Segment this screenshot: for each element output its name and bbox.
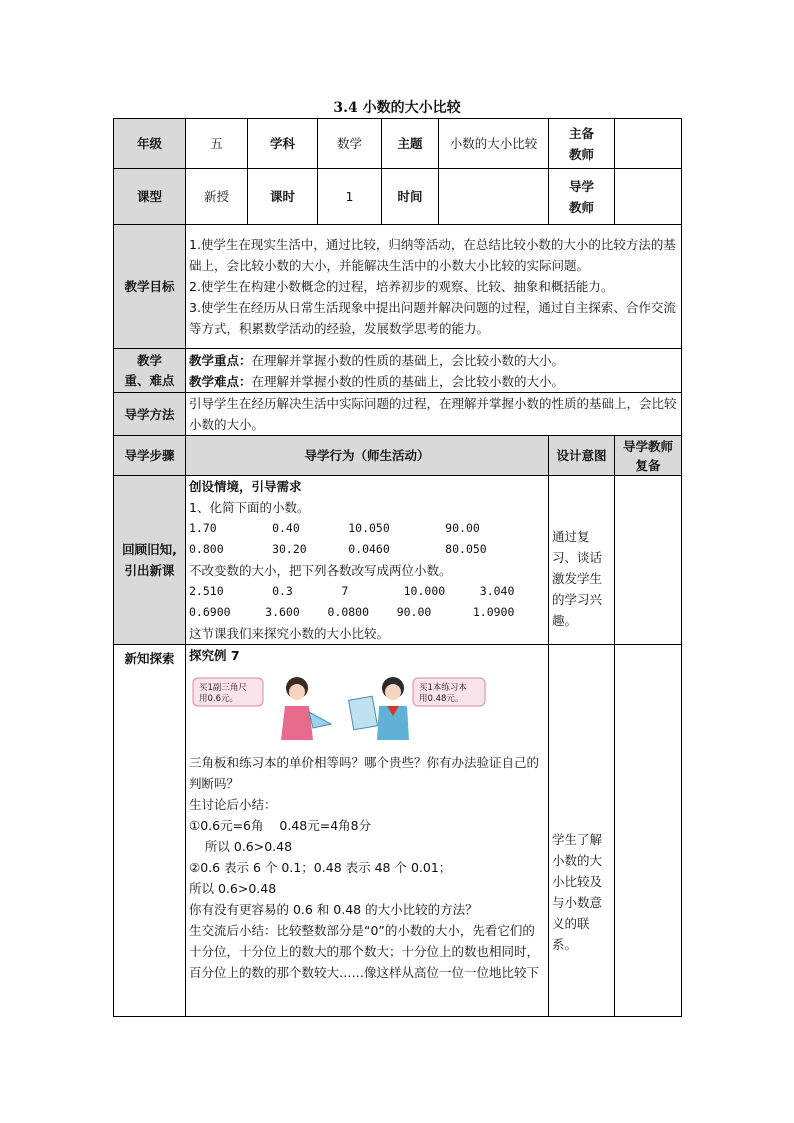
time-value (439, 169, 549, 225)
subject-label: 学科 (248, 119, 318, 169)
explore-intent: 学生了解小数的大小比较及与小数意义的联系。 (549, 645, 615, 1017)
explore-paragraph: 所以 0.6>0.48 (189, 839, 293, 854)
review-header: 导学教师 复备 (615, 436, 682, 476)
numbers-line-4: 0.6900 3.600 0.0800 90.00 1.0900 (189, 605, 515, 619)
review-heading: 创设情境，引导需求 (189, 479, 302, 494)
bubble-right-text: 买1本练习本用0.48元。 (419, 683, 467, 704)
explore-paragraph: ②0.6 表示 6 个 0.1；0.48 表示 48 个 0.01； (189, 860, 452, 875)
explore-paragraph: 所以 0.6>0.48 (189, 881, 277, 896)
girl-body-icon (281, 706, 313, 740)
review-intent: 通过复习、谈话激发学生的学习兴趣。 (549, 476, 615, 645)
explore-paragraph: 生交流后小结：比较整数部分是“0”的小数的大小，先看它们的十分位，十分位上的数大的那个数大；十分位上的数也相同时，百分位上的数的那个数较大……像这样从高位一位一位地比较下 (189, 923, 540, 980)
topic-value: 小数的大小比较 (439, 119, 549, 169)
explore-activity (186, 645, 549, 1017)
review-activity (186, 476, 549, 645)
grade-label: 年级 (114, 119, 186, 169)
explore-step-label: 新知探索 (114, 645, 186, 1017)
focus-text: 在理解并掌握小数的性质的基础上，会比较小数的大小。 (251, 352, 565, 368)
bubble-left-text: 买1副三角尺用0.6元。 (199, 683, 247, 704)
explore-paragraph: ①0.6元=6角 0.48元=4角8分 (189, 818, 372, 833)
subject-value: 数学 (318, 119, 382, 169)
review-question-1: 1、化简下面的小数。 (189, 500, 310, 515)
review-closing: 这节课我们来探究小数的大小比较。 (189, 626, 390, 641)
review-notes (615, 476, 682, 645)
grade-value: 五 (186, 119, 248, 169)
main-teacher-value (615, 119, 682, 169)
intent-header: 设计意图 (549, 436, 615, 476)
guide-teacher-value (615, 169, 682, 225)
goal-item: 1.使学生在现实生活中，通过比较，归纳等活动，在总结比较小数的大小的比较方法的基础上，会比较小数的大小，并能解决生活中的小数大小比较的实际问题。 (189, 237, 676, 273)
explore-paragraph: 你有没有更容易的 0.6 和 0.48 的大小比较的方法？ (189, 902, 478, 917)
goal-item: 2.使学生在构建小数概念的过程，培养初步的观察、比较、抽象和概括能力。 (189, 279, 614, 294)
goals-label: 教学目标 (114, 225, 186, 349)
topic-label: 主题 (382, 119, 439, 169)
method-text: 引导学生在经历解决生活中实际问题的过程，在理解并掌握小数的性质的基础上，会比较小数的大小。 (186, 393, 682, 436)
numbers-line-3: 2.510 0.3 7 10.000 3.040 (189, 584, 515, 598)
difficulty-label: 教学难点： (189, 373, 252, 389)
period-label: 课时 (248, 169, 318, 225)
method-label: 导学方法 (114, 393, 186, 436)
goals-content (186, 225, 682, 349)
steps-header: 导学步骤 (114, 436, 186, 476)
explore-paragraph: 生讨论后小结： (189, 797, 277, 812)
difficulty-text: 在理解并掌握小数的性质的基础上，会比较小数的大小。 (251, 373, 565, 389)
review-question-2: 不改变数的大小，把下列各数改写成两位小数。 (189, 563, 452, 578)
type-value: 新授 (186, 169, 248, 225)
explore-paragraph: 三角板和练习本的单价相等吗？哪个贵些？你有办法验证自己的判断吗？ (189, 755, 540, 791)
guide-teacher-label: 导学 教师 (549, 169, 615, 225)
numbers-line-2: 0.800 30.20 0.0460 80.050 (189, 542, 487, 556)
review-step-label: 回顾旧知, 引出新课 (114, 476, 186, 645)
explore-heading: 探究例 7 (189, 648, 240, 663)
exercise-book-icon (349, 696, 378, 730)
keypoints-content (186, 349, 682, 393)
triangle-ruler-icon (309, 712, 331, 728)
period-value: 1 (318, 169, 382, 225)
goal-item: 3.使学生在经历从日常生活现象中提出问题并解决问题的过程，通过自主探索、合作交流等方式，积累数学活动的经验，发展数学思考的能力。 (189, 300, 676, 336)
keypoints-label: 教学 重、难点 (114, 349, 186, 393)
explore-notes (615, 645, 682, 1017)
main-teacher-label: 主备 教师 (549, 119, 615, 169)
focus-label: 教学重点： (189, 352, 252, 368)
numbers-line-1: 1.70 0.40 10.050 90.00 (189, 521, 480, 535)
time-label: 时间 (382, 169, 439, 225)
activity-header: 导学行为（师生活动） (186, 436, 549, 476)
lesson-plan-table (113, 118, 682, 1017)
type-label: 课型 (114, 169, 186, 225)
page-title: 3.4 小数的大小比较 (333, 100, 461, 116)
example-illustration (189, 672, 489, 742)
